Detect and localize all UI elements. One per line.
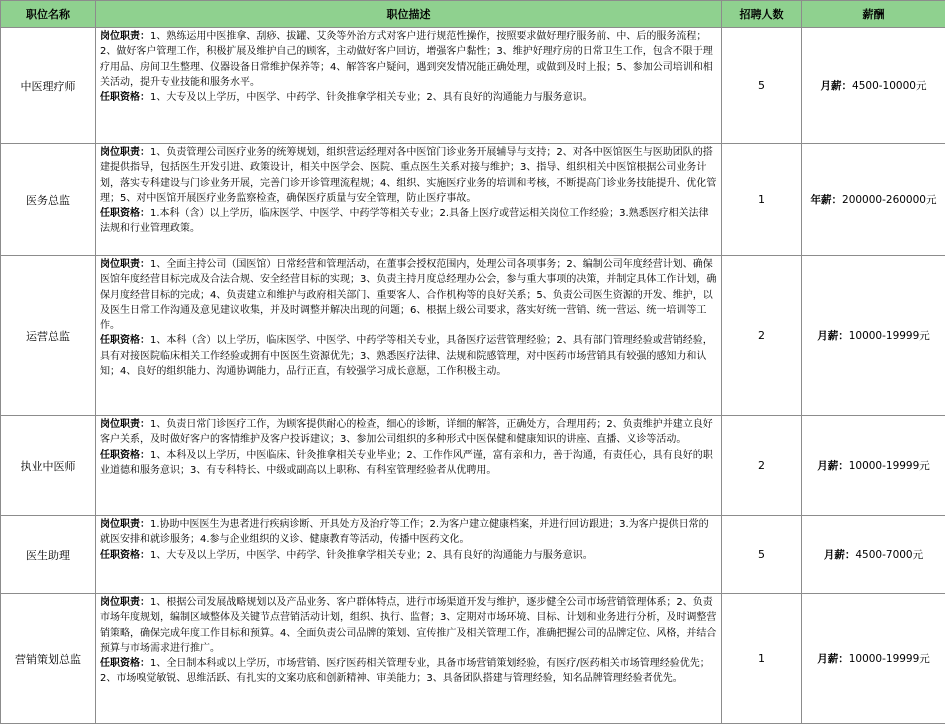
position-name: 营销策划总监 [1, 594, 96, 724]
salary [802, 256, 945, 416]
requirements-text: 1.本科（含）以上学历，临床医学、中医学、中药学等相关专业；2.具备上医疗或营运相关岗位工作经验；3.熟悉医疗相关法律法规和行业管理政策。 [100, 208, 709, 234]
duties-text: 1、负责管理公司医疗业务的统筹规划，组织营运经理对各中医馆门诊业务开展辅导与支持；2、对各中医馆医生与医助团队的搭建提供指导，包括医生开发引进、政策设计，相关中医学会、医院、重点医生关系对接与维护；3、指导、组织相关中医馆根据公司业务计划，落实专科建设与门诊业务开展，完善门诊开诊管理流程规；4、组织、实施医疗业务的培训和考核，不断提高门诊业务技能提升、优化管理；5、对中医馆开展医疗业务监察检查，确保医疗质量与安全管理，防止医疗事故。 [100, 147, 716, 204]
position-description [96, 144, 722, 256]
position-description [96, 416, 722, 516]
position-name: 医务总监 [1, 144, 96, 256]
table-row [1, 144, 945, 256]
duties-label: 岗位职责： [100, 259, 150, 270]
position-description [96, 28, 722, 144]
salary-label: 月薪： [824, 549, 856, 561]
duties-label: 岗位职责： [100, 147, 150, 158]
salary [802, 144, 945, 256]
header-description: 职位描述 [96, 1, 722, 28]
header-position: 职位名称 [1, 1, 96, 28]
requirements-label: 任职资格： [100, 450, 150, 461]
table-row [1, 594, 945, 724]
position-name: 医生助理 [1, 516, 96, 594]
table-row [1, 416, 945, 516]
duties-label: 岗位职责： [100, 31, 150, 42]
requirements-label: 任职资格： [100, 335, 150, 346]
hire-count: 1 [722, 144, 802, 256]
table-row [1, 256, 945, 416]
salary-label: 月薪： [821, 80, 853, 92]
table-row [1, 28, 945, 144]
duties-text: 1.协助中医医生为患者进行疾病诊断、开具处方及治疗等工作；2.为客户建立健康档案，并进行回访跟进；3.为客户提供日常的就医安排和就诊服务；4.参与企业组织的义诊、健康教育等活动，传播中医药文化。 [100, 519, 709, 545]
duties-label: 岗位职责： [100, 519, 150, 530]
hire-count: 1 [722, 594, 802, 724]
salary-label: 年薪： [811, 194, 843, 206]
salary [802, 28, 945, 144]
salary-value: 4500-10000元 [852, 80, 926, 92]
requirements-text: 1、本科及以上学历，中医临床、针灸推拿相关专业毕业；2、工作作风严谨，富有亲和力，善于沟通，有责任心，具有良好的职业道德和服务意识；3、有专科特长、中级或副高以上职称、有科室管理经验者从优聘用。 [100, 450, 713, 476]
salary-value: 10000-19999元 [849, 330, 930, 342]
table-row [1, 516, 945, 594]
duties-label: 岗位职责： [100, 419, 150, 430]
duties-text: 1、根据公司发展战略规划以及产品业务、客户群体特点，进行市场渠道开发与维护，逐步健全公司市场营销管理体系；2、负责市场年度规划，编制区域整体及关键节点营销活动计划，组织、执行、监督；3、定期对市场环境、目标、计划和业务进行分析，及时调整营销策略，确保完成年度工作目标和预算。4、全面负责公司品牌的策划、宣传推广及相关管理工作，准确把握公司的品牌定位、风格，并结合预算与市场需求进行推广。 [100, 597, 716, 654]
salary [802, 594, 945, 724]
salary-value: 200000-260000元 [842, 194, 936, 206]
salary-label: 月薪： [817, 460, 849, 472]
requirements-label: 任职资格： [100, 658, 150, 669]
hire-count: 2 [722, 256, 802, 416]
requirements-text: 1、大专及以上学历，中医学、中药学、针灸推拿学相关专业；2、具有良好的沟通能力与服务意识。 [150, 92, 593, 103]
hire-count: 5 [722, 516, 802, 594]
salary-label: 月薪： [817, 330, 849, 342]
position-name: 执业中医师 [1, 416, 96, 516]
position-description [96, 594, 722, 724]
position-name: 中医理疗师 [1, 28, 96, 144]
salary-label: 月薪： [817, 653, 849, 665]
salary [802, 516, 945, 594]
duties-text: 1、全面主持公司（国医馆）日常经营和管理活动，在董事会授权范围内，处理公司各项事务；2、编制公司年度经营计划、确保医馆年度经营目标完成及合法合规、安全经营目标的实现；3、负责主持月度总经理办公会，参与重大事项的决策，并制定具体工作计划，确保月度经营目标的完成；4、负责建立和维护与政府相关部门、重要客人、合作机构等的良好关系；5、负责公司医生资源的开发、维护，以及医生日常工作沟通及意见建议收集，并及时调整并解决出现的问题；6、根据上级公司要求，落实好统一营销、统一营运、统一培训等工作。 [100, 259, 716, 331]
requirements-text: 1、全日制本科或以上学历，市场营销、医疗医药相关管理专业，具备市场营销策划经验，有医疗/医药相关市场管理经验优先；2、市场嗅觉敏锐、思维活跃、有扎实的文案功底和创新精神、审美能力；3、具备团队搭建与管理经验，知名品牌管理经验者优先。 [100, 658, 710, 684]
requirements-label: 任职资格： [100, 208, 150, 219]
salary-value: 10000-19999元 [849, 460, 930, 472]
salary-value: 10000-19999元 [849, 653, 930, 665]
header-salary: 薪酬 [802, 1, 945, 28]
hire-count: 5 [722, 28, 802, 144]
position-description [96, 516, 722, 594]
requirements-label: 任职资格： [100, 92, 150, 103]
duties-text: 1、负责日常门诊医疗工作，为顾客提供耐心的检查，细心的诊断，详细的解答，正确处方，合理用药；2、负责维护并建立良好客户关系，及时做好客户的客情维护及客户投诉建议；3、参加公司组织的多种形式中医保健和健康知识的讲座、直播、义诊等活动。 [100, 419, 713, 445]
requirements-text: 1、大专及以上学历，中医学、中药学、针灸推拿学相关专业；2、具有良好的沟通能力与服务意识。 [150, 550, 593, 561]
duties-text: 1、熟练运用中医推拿、刮痧、拔罐、艾灸等外治方式对客户进行规范性操作，按照要求做好理疗服务前、中、后的服务流程；2、做好客户管理工作，积极扩展及维护自己的顾客，主动做好客户回访，增强客户黏性；3、维护好理疗房的日常卫生工作，包含不限于理疗用品、房间卫生整理、仪器设备日常维护保养等；4、解答客户疑问，遇到突发情况能正确处理，或做到及时上报；5、参加公司培训和相关活动，提升专业技能和服务水平。 [100, 31, 713, 88]
requirements-label: 任职资格： [100, 550, 150, 561]
requirements-text: 1、本科（含）以上学历，临床医学、中医学、中药学等相关专业，具备医疗运营管理经验；2、具有部门管理经验或营销经验，具有对接医院临床相关工作经验或拥有中医医生资源优先；3、熟悉医疗法律、法规和院感管理，对中医药市场营销具有较强的感知力和认知；4、良好的组织能力、沟通协调能力，品行正直，有较强学习成长意愿，工作积极主动。 [100, 335, 713, 377]
salary-value: 4500-7000元 [855, 549, 923, 561]
hire-count: 2 [722, 416, 802, 516]
salary [802, 416, 945, 516]
header-row [1, 1, 945, 28]
position-description [96, 256, 722, 416]
position-name: 运营总监 [1, 256, 96, 416]
header-count: 招聘人数 [722, 1, 802, 28]
duties-label: 岗位职责： [100, 597, 150, 608]
